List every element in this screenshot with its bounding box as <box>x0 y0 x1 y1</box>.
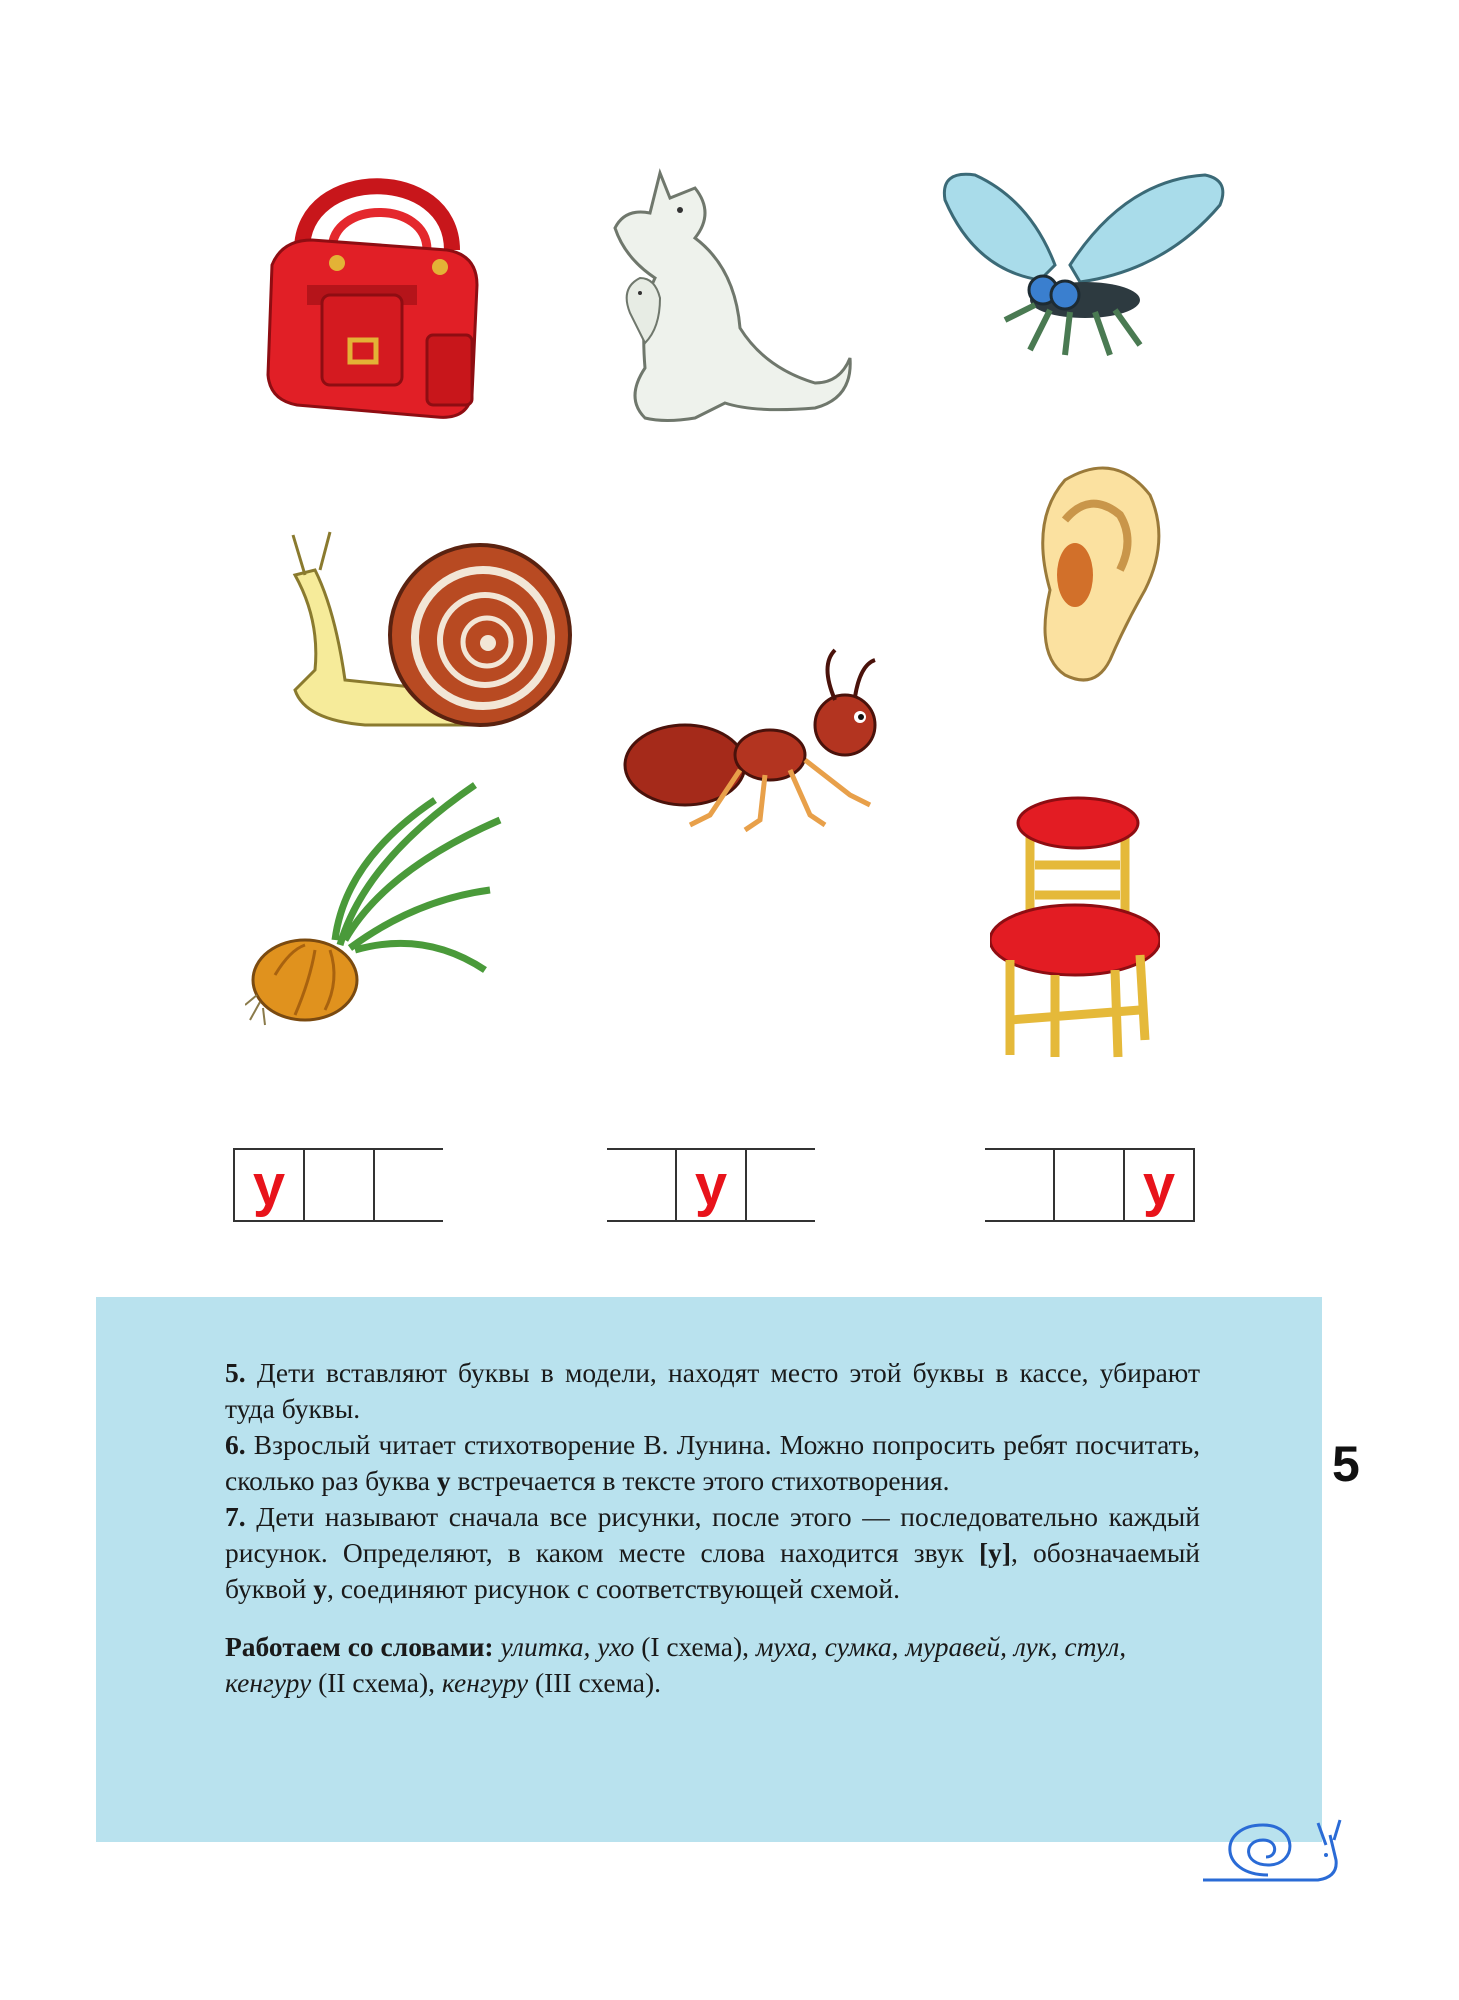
kangaroo-picture[interactable] <box>585 168 855 433</box>
scheme-cell[interactable] <box>375 1148 443 1222</box>
snail-picture[interactable] <box>285 530 575 740</box>
word-list: Работаем со словами: улитка, ухо (I схема), муха, сумка, муравей, лук, стул, кенгуру (II схема), кенгуру (III схема). <box>225 1631 1127 1698</box>
scheme-cell[interactable] <box>985 1148 1055 1222</box>
scheme-first <box>233 1148 443 1220</box>
instruction-item-5: 5. Дети вставляют буквы в модели, находят место этой буквы в кассе, убирают туда буквы. <box>225 1357 1200 1424</box>
onion-picture[interactable] <box>245 780 515 1030</box>
chair-picture[interactable] <box>990 795 1160 1060</box>
fly-picture[interactable] <box>935 160 1230 360</box>
scheme-cell[interactable] <box>1055 1148 1125 1222</box>
instruction-text <box>225 1355 1200 1701</box>
scheme-middle <box>607 1148 815 1220</box>
ant-picture[interactable] <box>620 645 905 835</box>
scheme-cell[interactable] <box>607 1148 677 1222</box>
scheme-cell[interactable]: у <box>233 1148 305 1222</box>
scheme-cell[interactable] <box>747 1148 815 1222</box>
page-number: 5 <box>1332 1436 1360 1492</box>
scheme-last <box>985 1148 1195 1220</box>
scheme-cell[interactable]: у <box>677 1148 747 1222</box>
snail-logo-icon <box>1198 1815 1348 1890</box>
ear-picture[interactable] <box>1025 460 1165 690</box>
scheme-cell[interactable] <box>305 1148 375 1222</box>
instruction-item-6: 6. Взрослый читает стихотворение В. Лунина. Можно попросить ребят посчитать, сколько раз буква у встречается в тексте этого стихотворения. <box>225 1429 1201 1496</box>
instruction-item-7: 7. Дети называют сначала все рисунки, после этого — последовательно каждый рисунок. Определяют, в каком месте слова находится звук [у], обозначаемый буквой у, соединяют рисунок с соответствующей схемой. <box>225 1501 1201 1604</box>
scheme-cell[interactable]: у <box>1125 1148 1195 1222</box>
bag-picture[interactable] <box>262 155 487 423</box>
